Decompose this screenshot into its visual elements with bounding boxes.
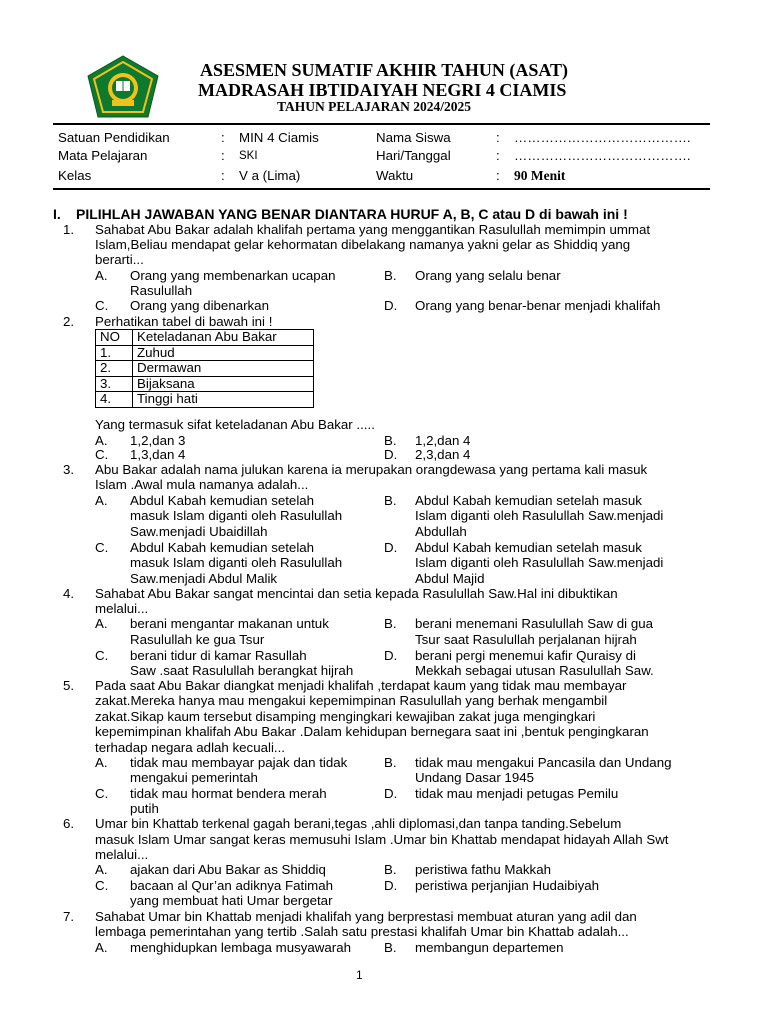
q4-option-c[interactable]: Saw .saat Rasulullah berangkat hijrah [130, 663, 354, 678]
option-letter: D. [384, 878, 398, 893]
mapel-value: SKI [239, 150, 258, 162]
q5-text: kepemimpinan khalifah Abu Bakar .Dalam kehidupan bernegara saat ini ,bentuk pengingkaran [95, 724, 649, 739]
q5-option-a[interactable]: tidak mau membayar pajak dan tidak [130, 755, 348, 770]
table-cell: Tinggi hati [133, 392, 314, 408]
option-letter: A. [95, 940, 108, 955]
option-letter: A. [95, 433, 108, 448]
colon: : [496, 168, 500, 183]
option-letter: A. [95, 493, 108, 508]
header-divider-bottom [53, 188, 710, 190]
q3-text: Islam .Awal mula namanya adalah... [95, 477, 309, 492]
q1-option-a[interactable]: Rasulullah [130, 283, 193, 298]
q4-option-a[interactable]: Rasulullah ke gua Tsur [130, 632, 265, 647]
q7-text: lembaga pemerintahan yang tertib .Salah satu prestasi khalifah Umar bin Khattab adalah... [95, 924, 629, 939]
q5-text: Pada saat Abu Bakar diangkat menjadi khalifah ,terdapat kaum yang tidak mau membayar [95, 678, 627, 693]
option-letter: C. [95, 298, 109, 313]
table-header: Keteladanan Abu Bakar [133, 330, 314, 346]
table-cell: Dermawan [133, 361, 314, 377]
table-row [96, 392, 314, 408]
table-row [96, 361, 314, 377]
nama-label: Nama Siswa [376, 130, 451, 145]
exam-title: ASESMEN SUMATIF AKHIR TAHUN (ASAT) [200, 60, 569, 80]
q1-text: Sahabat Abu Bakar adalah khalifah pertama yang menggantikan Rasulullah memimpin ummat [95, 222, 651, 237]
q3-number: 3. [63, 462, 75, 477]
q1-text: Islam,Beliau mendapat gelar kehormatan dibelakang namanya yakni gelar as Shiddiq yang [95, 237, 631, 252]
madrasah-logo [85, 54, 161, 120]
q7-number: 7. [63, 909, 75, 924]
option-letter: C. [95, 648, 109, 663]
option-letter: B. [384, 433, 397, 448]
table-cell: 1. [96, 345, 133, 361]
q3-option-c[interactable]: Abdul Kabah kemudian setelah [130, 540, 315, 555]
q5-option-a[interactable]: mengakui pemerintah [130, 770, 258, 785]
q5-option-c[interactable]: tidak mau hormat bendera merah [130, 786, 327, 801]
q2-text: Perhatikan tabel di bawah ini ! [95, 314, 273, 329]
q4-text: Sahabat Abu Bakar sangat mencintai dan setia kepada Rasulullah Saw.Hal ini dibuktikan [95, 586, 618, 601]
q3-option-b[interactable]: Abdullah [415, 524, 467, 539]
q5-text: zakat.Sikap kaum tersebut disamping mengingkari kewajiban zakat juga mengingkari [95, 709, 596, 724]
satuan-value: MIN 4 Ciamis [239, 130, 319, 145]
q3-option-b[interactable]: Islam diganti oleh Rasulullah Saw.menjadi [415, 508, 664, 523]
table-cell: Zuhud [133, 345, 314, 361]
q5-option-c[interactable]: putih [130, 801, 159, 816]
option-letter: C. [95, 447, 109, 462]
q1-option-a[interactable]: Orang yang membenarkan ucapan [130, 268, 336, 283]
mapel-label: Mata Pelajaran [58, 148, 148, 163]
q5-option-d[interactable]: tidak mau menjadi petugas Pemilu [415, 786, 619, 801]
table-cell: 2. [96, 361, 133, 377]
q1-option-b[interactable]: Orang yang selalu benar [415, 268, 561, 283]
table-row [96, 376, 314, 392]
page-number: 1 [356, 968, 363, 982]
q4-number: 4. [63, 586, 75, 601]
table-cell: 3. [96, 376, 133, 392]
table-header-row [96, 330, 314, 346]
q7-option-a[interactable]: menghidupkan lembaga musyawarah [130, 940, 352, 955]
option-letter: A. [95, 268, 108, 283]
q4-option-b[interactable]: berani menemani Rasulullah Saw di gua [415, 616, 654, 631]
option-letter: D. [384, 447, 398, 462]
school-name: MADRASAH IBTIDAIYAH NEGRI 4 CIAMIS [198, 80, 567, 100]
q4-option-b[interactable]: Tsur saat Rasulullah perjalanan hijrah [415, 632, 637, 647]
q3-option-a[interactable]: masuk Islam diganti oleh Rasulullah [130, 508, 343, 523]
option-letter: D. [384, 298, 398, 313]
academic-year: TAHUN PELAJARAN 2024/2025 [277, 99, 472, 114]
q3-option-c[interactable]: Saw.menjadi Abdul Malik [130, 571, 278, 586]
q6-option-a[interactable]: ajakan dari Abu Bakar as Shiddiq [130, 862, 326, 877]
option-letter: B. [384, 268, 397, 283]
q7-text: Sahabat Umar bin Khattab menjadi khalifah yang berprestasi membuat aturan yang adil dan [95, 909, 637, 924]
q3-text: Abu Bakar adalah nama julukan karena ia merupakan orangdewasa yang pertama kali masuk [95, 462, 648, 477]
q4-text: melalui... [95, 601, 149, 616]
q2-option-a[interactable]: 1,2,dan 3 [130, 433, 186, 448]
q2-option-b[interactable]: 1,2,dan 4 [415, 433, 471, 448]
nama-field[interactable]: …………………………………. [514, 130, 691, 145]
section-number: I. [53, 206, 61, 222]
option-letter: D. [384, 540, 398, 555]
option-letter: B. [384, 862, 397, 877]
kemenag-emblem-icon [85, 54, 161, 120]
q3-option-c[interactable]: masuk Islam diganti oleh Rasulullah [130, 555, 343, 570]
option-letter: A. [95, 616, 108, 631]
waktu-label: Waktu [376, 168, 414, 183]
table-cell: Bijaksana [133, 376, 314, 392]
q5-text: zakat.Mereka hanya mau mengakui kepemimpinan Rasulullah yang berhak mengambil [95, 693, 608, 708]
option-letter: D. [384, 786, 398, 801]
q1-text: berarti... [95, 252, 144, 267]
option-letter: B. [384, 493, 397, 508]
waktu-value: 90 Menit [514, 168, 566, 183]
table-row [96, 345, 314, 361]
q3-option-d[interactable]: Abdul Kabah kemudian setelah masuk [415, 540, 642, 555]
q1-number: 1. [63, 222, 75, 237]
q3-option-a[interactable]: Abdul Kabah kemudian setelah [130, 493, 315, 508]
table-cell: 4. [96, 392, 133, 408]
option-letter: B. [384, 940, 397, 955]
q3-option-a[interactable]: Saw.menjadi Ubaidillah [130, 524, 268, 539]
q6-text: Umar bin Khattab terkenal gagah berani,tegas ,ahli diplomasi,dan tanpa tanding.Sebelum [95, 816, 622, 831]
q6-text: melalui... [95, 847, 149, 862]
q6-number: 6. [63, 816, 75, 831]
keteladanan-table [95, 329, 314, 408]
hari-label: Hari/Tanggal [376, 148, 451, 163]
option-letter: C. [95, 878, 109, 893]
q5-number: 5. [63, 678, 75, 693]
option-letter: B. [384, 616, 397, 631]
q4-option-d[interactable]: berani pergi menemui kafir Quraisy di [415, 648, 636, 663]
q6-option-d[interactable]: peristiwa perjanjian Hudaibiyah [415, 878, 600, 893]
q3-option-b[interactable]: Abdul Kabah kemudian setelah masuk [415, 493, 642, 508]
satuan-label: Satuan Pendidikan [58, 130, 170, 145]
q2-option-c[interactable]: 1,3,dan 4 [130, 447, 186, 462]
q5-text: terhadap negara adlah kecuali... [95, 740, 285, 755]
option-letter: A. [95, 755, 108, 770]
q7-option-b[interactable]: membangun departemen [415, 940, 564, 955]
option-letter: A. [95, 862, 108, 877]
section-title: PILIHLAH JAWABAN YANG BENAR DIANTARA HURUF A, B, C atau D di bawah ini ! [76, 206, 628, 222]
q4-option-a[interactable]: berani mengantar makanan untuk [130, 616, 329, 631]
option-letter: D. [384, 648, 398, 663]
q6-option-c[interactable]: bacaan al Qur’an adiknya Fatimah [130, 878, 334, 893]
q6-option-b[interactable]: peristiwa fathu Makkah [415, 862, 551, 877]
q6-option-c[interactable]: yang membuat hati Umar bergetar [130, 893, 333, 908]
hari-field[interactable]: …………………………………. [514, 148, 691, 163]
q3-option-d[interactable]: Abdul Majid [415, 571, 485, 586]
q2-prompt: Yang termasuk sifat keteladanan Abu Bakar ..... [95, 417, 375, 432]
q4-option-c[interactable]: berani tidur di kamar Rasullah [130, 648, 307, 663]
kelas-value: V a (Lima) [239, 168, 301, 183]
colon: : [496, 130, 500, 145]
colon: : [221, 130, 225, 145]
q3-option-d[interactable]: Islam diganti oleh Rasulullah Saw.menjadi [415, 555, 664, 570]
q5-option-b[interactable]: tidak mau mengakui Pancasila dan Undang [415, 755, 672, 770]
option-letter: C. [95, 540, 109, 555]
colon: : [496, 148, 500, 163]
q5-option-b[interactable]: Undang Dasar 1945 [415, 770, 535, 785]
option-letter: C. [95, 786, 109, 801]
q1-option-c[interactable]: Orang yang dibenarkan [130, 298, 269, 313]
q2-number: 2. [63, 314, 75, 329]
q2-option-d[interactable]: 2,3,dan 4 [415, 447, 471, 462]
q6-text: masuk Islam Umar sangat keras memusuhi Islam .Umar bin Khattab mendapat hidayah Allah Swt [95, 832, 669, 847]
header-divider-top [53, 123, 710, 125]
q1-option-d[interactable]: Orang yang benar-benar menjadi khalifah [415, 298, 661, 313]
table-header: NO [96, 330, 133, 346]
option-letter: B. [384, 755, 397, 770]
kelas-label: Kelas [58, 168, 92, 183]
colon: : [221, 168, 225, 183]
colon: : [221, 148, 225, 163]
q4-option-d[interactable]: Mekkah sebagai utusan Rasulullah Saw. [415, 663, 654, 678]
